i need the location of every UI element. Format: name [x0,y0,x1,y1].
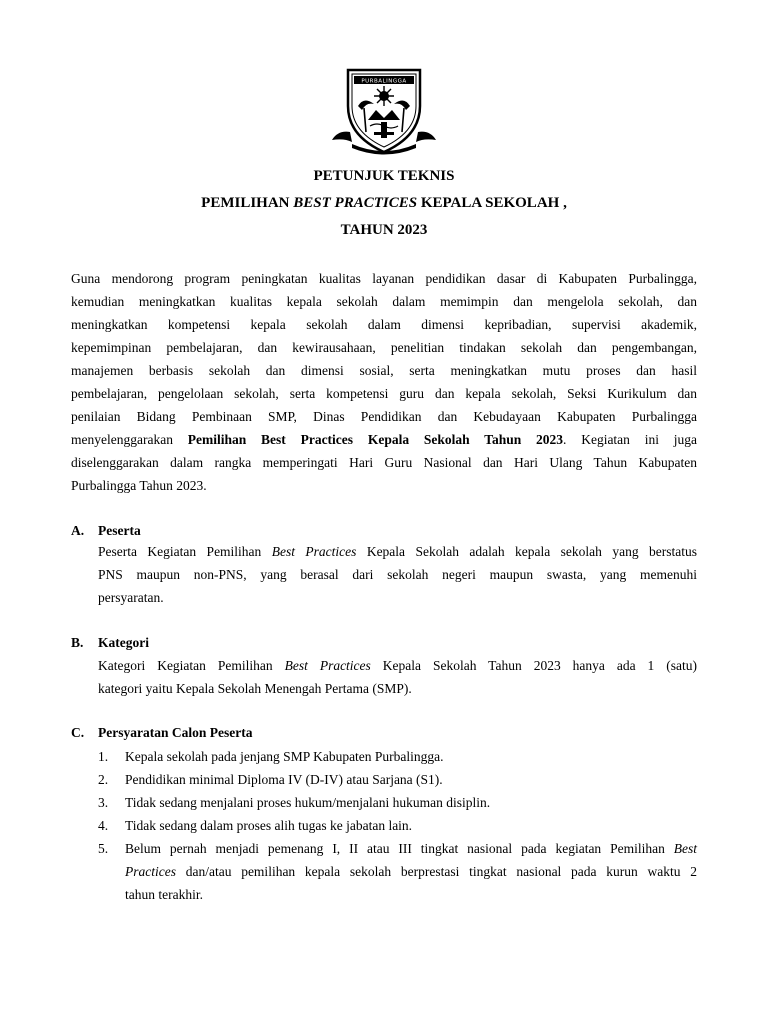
list-text: Tidak sedang menjalani proses hukum/menjalani hukuman disiplin. [125,795,491,810]
list-item [98,814,697,837]
purbalingga-crest-logo [330,66,438,158]
section-letter: B. [71,635,84,650]
event-name-bold: Pemilihan Best Practices Kepala Sekolah Tahun 2023 [187,432,564,447]
intro-line [71,428,697,451]
subtitle-suffix: KEPALA SEKOLAH , [417,195,567,211]
section-letter: C. [71,725,85,740]
section-b-heading [71,634,149,651]
intro-line: meningkatkan kompetensi kepala sekolah dalam dimensi kepribadian, supervisi akademik, [71,317,697,332]
list-italic: Practices [125,864,176,879]
list-text-part: Belum pernah menjadi pemenang I, II atau III tingkat nasional pada kegiatan Pemilihan [125,841,674,856]
list-number: 2. [98,772,109,787]
intro-text: menyelenggarakan [71,432,188,447]
list-number: 5. [98,841,109,856]
section-line [98,654,697,677]
subtitle-italic: BEST PRACTICES [293,195,418,211]
section-text: Peserta Kegiatan Pemilihan [98,544,272,559]
list-text-part: dan/atau pemilihan kepala sekolah berprestasi tingkat nasional pada kurun waktu 2 [175,864,697,879]
section-c-heading [71,724,252,741]
section-b-body [98,654,697,700]
section-title: Persyaratan Calon Peserta [98,725,253,740]
intro-text: . Kegiatan ini juga [563,432,697,447]
list-text [125,837,697,860]
section-title: Kategori [98,635,149,650]
svg-text:PURBALINGGA: PURBALINGGA [361,78,407,85]
section-line: persyaratan. [98,590,164,605]
list-text [125,860,697,883]
requirements-list [98,745,697,906]
list-italic: Best [673,841,697,856]
section-line: kategori yaitu Kepala Sekolah Menengah Pertama (SMP). [98,681,412,696]
intro-paragraph [71,267,697,497]
document-title: PETUNJUK TEKNIS [313,168,455,184]
list-text: Tidak sedang dalam proses alih tugas ke jabatan lain. [125,818,413,833]
list-number: 3. [98,795,109,810]
section-italic: Best Practices [284,658,371,673]
section-letter: A. [71,523,85,538]
list-text: Pendidikan minimal Diploma IV (D-IV) atau Sarjana (S1). [125,772,443,787]
list-number: 1. [98,749,109,764]
list-number: 4. [98,818,109,833]
section-title: Peserta [98,523,141,538]
intro-line: Guna mendorong program peningkatan kualitas layanan pendidikan dasar di Kabupaten Purbalingga, [71,271,697,286]
list-item [98,745,697,768]
list-text: Kepala sekolah pada jenjang SMP Kabupaten Purbalingga. [125,749,444,764]
document-year: TAHUN 2023 [340,222,428,238]
intro-line: Purbalingga Tahun 2023. [71,478,207,493]
section-text: Kepala Sekolah Tahun 2023 hanya ada 1 (satu) [370,658,698,673]
document-subtitle [0,195,768,212]
list-item [98,837,697,906]
section-line [98,540,697,563]
intro-line: kepemimpinan pembelajaran, dan kewirausahaan, penelitian tindakan sekolah dan pengembangan, [71,340,697,355]
intro-line: manajemen berbasis sekolah dan dimensi sosial, serta meningkatkan mutu proses dan hasil [71,363,697,378]
intro-line: pembelajaran, pengelolaan sekolah, serta kompetensi guru dan kepala sekolah, Seksi Kurikulum dan [71,386,697,401]
section-italic: Best Practices [271,544,357,559]
section-a-heading [71,522,141,539]
section-text: Kategori Kegiatan Pemilihan [98,658,285,673]
section-text: Kepala Sekolah adalah kepala sekolah yang berstatus [356,544,697,559]
subtitle-prefix: PEMILIHAN [201,195,294,211]
intro-line: penilaian Bidang Pembinaan SMP, Dinas Pendidikan dan Kebudayaan Kabupaten Purbalingga [71,409,697,424]
list-item [98,791,697,814]
intro-line: diselenggarakan dalam rangka memperingati Hari Guru Nasional dan Hari Ulang Tahun Kabupaten [71,455,697,470]
list-text: tahun terakhir. [125,887,203,902]
section-a-body [98,540,697,609]
section-line: PNS maupun non-PNS, yang berasal dari sekolah negeri maupun swasta, yang memenuhi [98,567,697,582]
list-item [98,768,697,791]
intro-line: kemudian meningkatkan kualitas kepala sekolah dalam memimpin dan mengelola sekolah, dan [71,294,697,309]
